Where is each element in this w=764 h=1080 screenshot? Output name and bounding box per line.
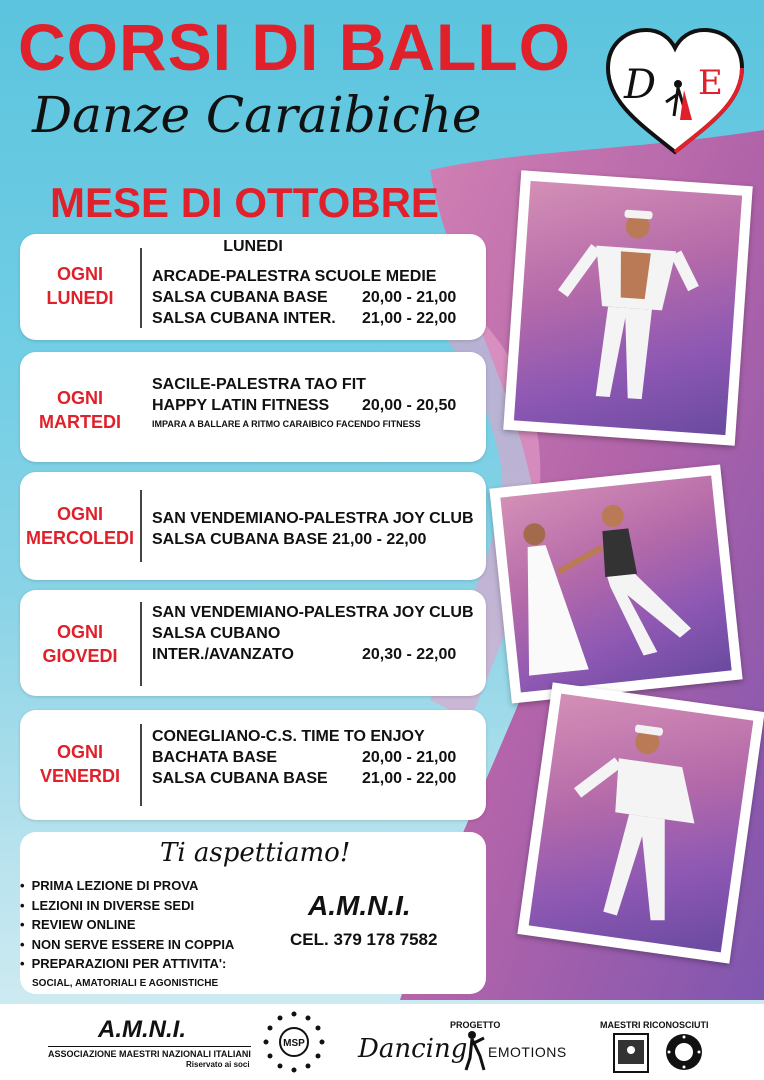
page-title: CORSI DI BALLO [18, 10, 571, 84]
msp-badge-icon [664, 1032, 704, 1072]
feature-item: • REVIEW ONLINE [20, 915, 234, 935]
features-list [20, 876, 234, 993]
schedule-card-tuesday [20, 352, 486, 462]
day-line1: OGNI [56, 504, 103, 524]
org-name: A.M.N.I. [308, 890, 411, 921]
footer-emotions: EMOTIONS [488, 1044, 567, 1060]
phone-number[interactable]: CEL. 379 178 7582 [290, 930, 438, 949]
venue: ARCADE-PALESTRA SCUOLE MEDIE [152, 268, 437, 285]
footer-amni: A.M.N.I. [98, 1016, 186, 1043]
course-info [152, 508, 474, 550]
dancer-figure [529, 694, 754, 953]
class-time: 21,00 - 22,00 [362, 310, 457, 327]
day-line1: OGNI [56, 264, 103, 284]
class-line: SALSA CUBANO [152, 625, 281, 642]
footer [0, 1004, 764, 1080]
dancer-photo-1 [503, 170, 753, 446]
course-info [152, 602, 474, 665]
course-note: IMPARA A BALLARE A RITMO CARAIBICO FACENDO FITNESS [152, 419, 421, 429]
class-row [152, 308, 456, 329]
day-line2: MERCOLEDI [26, 528, 134, 549]
heart-logo [600, 24, 750, 160]
course-info [152, 266, 456, 329]
logo-letter-e: E [698, 63, 723, 103]
day-label [20, 502, 140, 551]
day-label [20, 386, 140, 435]
class-row [152, 747, 456, 768]
class-time: 20,00 - 21,00 [362, 749, 457, 766]
feature-item: • PRIMA LEZIONE DI PROVA [20, 876, 234, 896]
page-subtitle: Danze Caraibiche [32, 86, 482, 144]
schedule-card-wednesday [20, 472, 486, 580]
schedule-card-monday [20, 234, 486, 340]
divider [140, 602, 142, 686]
class-name: SALSA CUBANA BASE [152, 289, 328, 306]
course-info [152, 374, 456, 430]
shield-badge-icon [612, 1032, 650, 1074]
dancer-photo-3 [517, 682, 764, 963]
class-time: 20,00 - 21,00 [362, 289, 457, 306]
footer-dancing: Dancing [358, 1034, 468, 1064]
feature-item: • PREPARAZIONI PER ATTIVITA': [20, 954, 234, 974]
msp-text: MSP [283, 1038, 305, 1049]
venue: SAN VENDEMIANO-PALESTRA JOY CLUB [152, 604, 474, 621]
class-row [152, 287, 456, 308]
footer-association: ASSOCIAZIONE MAESTRI NAZIONALI ITALIANI [48, 1046, 251, 1059]
class-name: SALSA CUBANA BASE [152, 770, 328, 787]
course-info [152, 726, 456, 789]
feature-subitem: SOCIAL, AMATORIALI E AGONISTICHE [32, 977, 219, 989]
day-line1: OGNI [56, 388, 103, 408]
dancer-couple [500, 475, 731, 692]
dancer-figure [514, 181, 742, 435]
month-heading: MESE DI OTTOBRE [50, 179, 439, 226]
info-card [20, 832, 486, 994]
feature-item: • LEZIONI IN DIVERSE SEDI [20, 896, 234, 916]
card-heading: LUNEDI [223, 238, 283, 255]
day-label [20, 262, 140, 311]
schedule-card-thursday [20, 590, 486, 696]
day-line1: OGNI [56, 622, 103, 642]
class-name: BACHATA BASE [152, 749, 278, 766]
class-time: 21,00 - 22,00 [362, 770, 457, 787]
venue: SACILE-PALESTRA TAO FIT [152, 376, 366, 393]
class-row [152, 395, 456, 416]
footer-progetto: PROGETTO [450, 1020, 501, 1030]
day-label [20, 620, 140, 669]
dancer-photo-2 [489, 464, 742, 703]
class-time: 20,00 - 20,50 [362, 397, 457, 414]
feature-item: • NON SERVE ESSERE IN COPPIA [20, 935, 234, 955]
day-line2: VENERDI [39, 766, 120, 787]
venue: CONEGLIANO-C.S. TIME TO ENJOY [152, 728, 425, 745]
msp-logo [262, 1010, 326, 1074]
divider [140, 724, 142, 806]
schedule-card-friday [20, 710, 486, 820]
divider [140, 248, 142, 328]
footer-maestri: MAESTRI RICONOSCIUTI [600, 1020, 709, 1030]
class-name: INTER./AVANZATO [152, 646, 294, 663]
day-line1: OGNI [56, 742, 103, 762]
footer-reserved: Riservato ai soci [186, 1060, 250, 1069]
day-line2: MARTEDI [39, 412, 121, 433]
day-label [20, 740, 140, 789]
dancer-silhouette-icon [462, 1030, 488, 1072]
day-line2: GIOVEDI [42, 646, 118, 667]
class-name: SALSA CUBANA INTER. [152, 310, 336, 327]
class-name: HAPPY LATIN FITNESS [152, 397, 330, 414]
logo-letter-d: D [624, 62, 657, 108]
class-line: SALSA CUBANA BASE 21,00 - 22,00 [152, 531, 427, 548]
divider [140, 490, 142, 562]
day-line2: LUNEDI [46, 288, 114, 309]
welcome-heading: Ti aspettiamo! [160, 838, 351, 868]
venue: SAN VENDEMIANO-PALESTRA JOY CLUB [152, 510, 474, 527]
class-row [152, 768, 456, 789]
class-time: 20,30 - 22,00 [362, 646, 457, 663]
class-row [152, 644, 474, 665]
